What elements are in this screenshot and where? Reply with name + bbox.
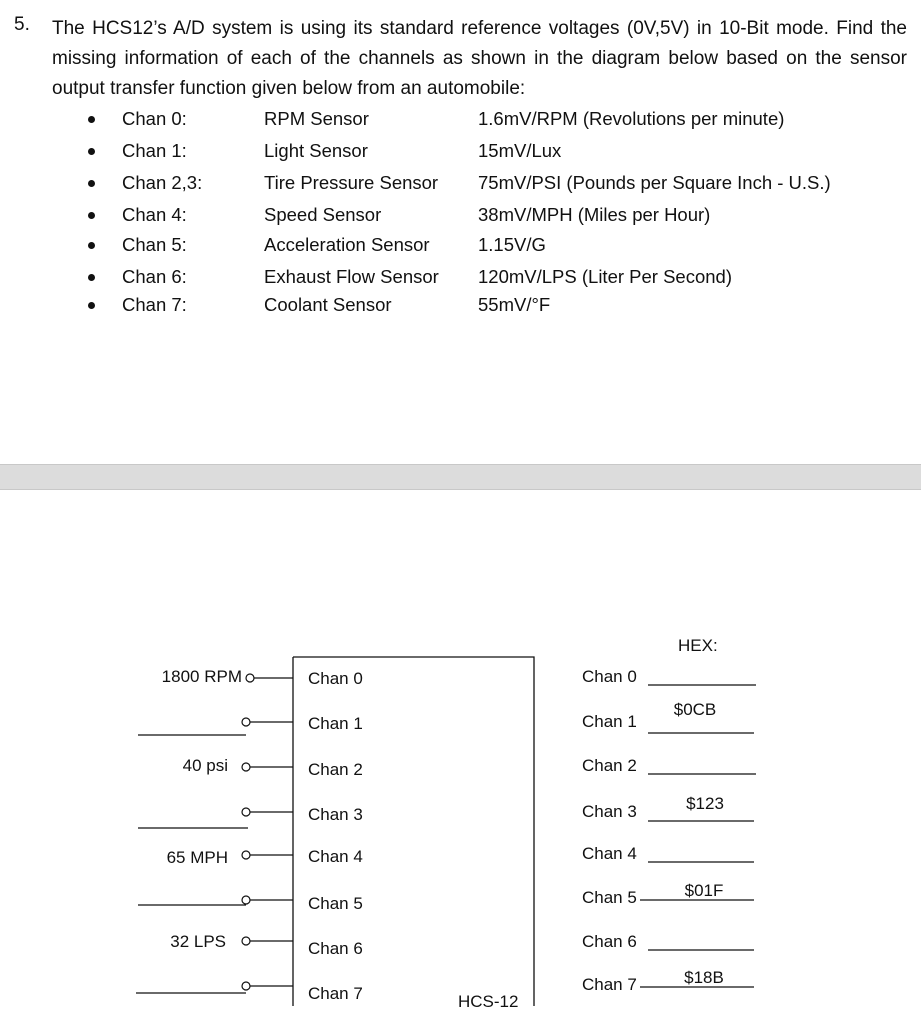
input-lead (246, 674, 293, 682)
terminal-icon (242, 763, 250, 771)
terminal-icon (246, 674, 254, 682)
terminal-icon (242, 808, 250, 816)
chip-channel-label: Chan 7 (308, 984, 363, 1003)
bullet-icon (88, 274, 95, 281)
input-label: 1800 RPM (161, 667, 242, 686)
terminal-icon (242, 896, 250, 904)
chip-channel-label: Chan 3 (308, 805, 363, 824)
sensor-transfer-function: 38mV/MPH (Miles per Hour) (478, 204, 711, 225)
input-label: 32 LPS (170, 932, 226, 951)
chip-channel-label: Chan 0 (308, 669, 363, 688)
question-text: The HCS12’s A/D system is using its standard reference voltages (0V,5V) in 10-Bit mode. Find the missing information of each of the channels as shown in the diagram below based on the sensor output transfer function given below from an automobile: (52, 18, 907, 99)
sensor-channel: Chan 4: (122, 204, 187, 225)
sensor-transfer-function: 1.6mV/RPM (Revolutions per minute) (478, 108, 785, 129)
sensor-transfer-function: 1.15V/G (478, 234, 546, 255)
bullet-icon (88, 116, 95, 123)
output-channel-label: Chan 7 (582, 975, 637, 994)
sensor-name: RPM Sensor (264, 108, 369, 129)
problem-statement (0, 0, 921, 462)
terminal-icon (242, 718, 250, 726)
page-divider (0, 464, 921, 490)
hex-value: $0CB (673, 700, 717, 719)
bullet-icon (88, 212, 95, 219)
sensor-channel: Chan 5: (122, 234, 187, 255)
hex-value: $01F (684, 881, 724, 900)
terminal-icon (242, 982, 250, 990)
input-lead (138, 718, 293, 735)
output-channel-label: Chan 5 (582, 888, 637, 907)
output-channel-label: Chan 1 (582, 712, 637, 731)
sensor-transfer-function: 120mV/LPS (Liter Per Second) (478, 266, 732, 287)
sensor-name: Tire Pressure Sensor (264, 172, 439, 193)
hex-value: $18B (684, 968, 724, 987)
terminal-icon (242, 937, 250, 945)
terminal-icon (242, 851, 250, 859)
sensor-transfer-function: 15mV/Lux (478, 140, 562, 161)
input-lead (136, 982, 293, 993)
input-lead (138, 896, 293, 905)
sensor-channel: Chan 6: (122, 266, 187, 287)
sensor-transfer-function: 75mV/PSI (Pounds per Square Inch - U.S.) (478, 172, 831, 193)
chip-channel-label: Chan 4 (308, 847, 363, 866)
sensor-name: Coolant Sensor (264, 294, 392, 315)
output-channel-label: Chan 3 (582, 802, 637, 821)
sensor-channel: Chan 7: (122, 294, 187, 315)
input-lead (242, 851, 293, 859)
bullet-icon (88, 242, 95, 249)
sensor-channel: Chan 1: (122, 140, 187, 161)
sensor-name: Acceleration Sensor (264, 234, 430, 255)
chip-channel-label: Chan 1 (308, 714, 363, 733)
sensor-name: Light Sensor (264, 140, 368, 161)
sensor-name: Exhaust Flow Sensor (264, 266, 439, 287)
chip-channel-label: Chan 6 (308, 939, 363, 958)
output-channel-label: Chan 0 (582, 667, 637, 686)
adc-diagram (0, 490, 921, 1024)
input-label: 40 psi (182, 756, 228, 775)
sensor-channel: Chan 2,3: (122, 172, 203, 193)
input-lead (138, 808, 293, 828)
input-label: 65 MPH (166, 848, 228, 867)
bullet-icon (88, 180, 95, 187)
sensor-channel: Chan 0: (122, 108, 187, 129)
hex-value: $123 (686, 794, 724, 813)
chip-channel-label: Chan 5 (308, 894, 363, 913)
bullet-icon (88, 302, 95, 309)
hex-header: HEX: (678, 636, 718, 655)
input-lead (242, 937, 293, 945)
output-channel-label: Chan 6 (582, 932, 637, 951)
sensor-transfer-function: 55mV/°F (478, 294, 551, 315)
question-number: 5. (14, 14, 30, 35)
input-lead (242, 763, 293, 771)
chip-channel-label: Chan 2 (308, 760, 363, 779)
bullet-icon (88, 148, 95, 155)
output-channel-label: Chan 4 (582, 844, 637, 863)
output-channel-label: Chan 2 (582, 756, 637, 775)
chip-label: HCS-12 (458, 992, 519, 1011)
sensor-name: Speed Sensor (264, 204, 382, 225)
